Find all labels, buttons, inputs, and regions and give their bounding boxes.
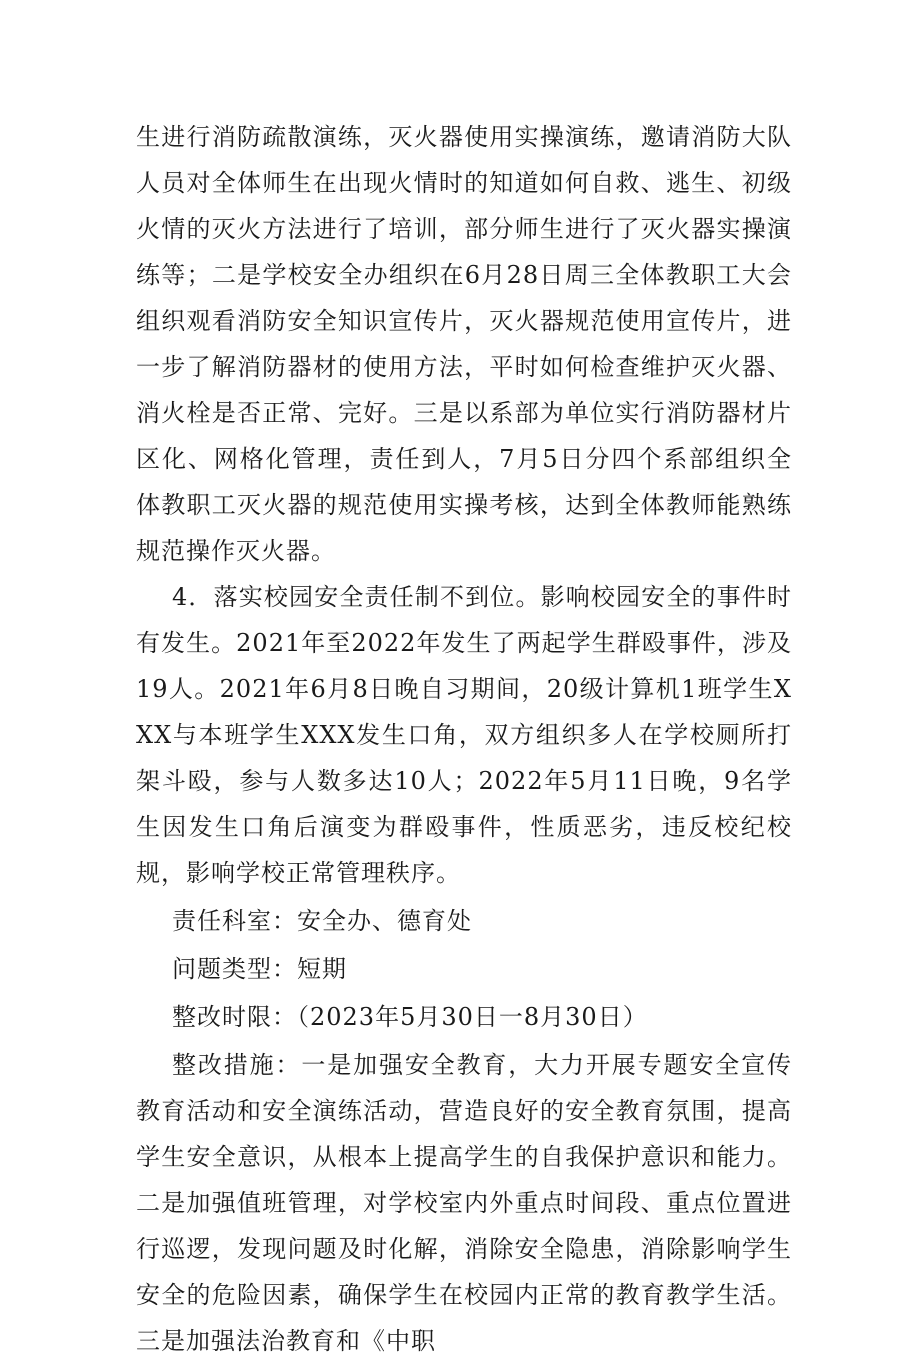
- responsible-department: 责任科室：安全办、德育处: [172, 907, 472, 935]
- document-body: [136, 114, 792, 1364]
- paragraph-item-4-campus-safety: 4．落实校园安全责任制不到位。影响校园安全的事件时有发生。2021年至2022年发生了两起学生群殴事件，涉及19人。2021年6月8日晚自习期间，20级计算机1班学生XXX与本班学生XXX发生口角，双方组织多人在学校厕所打架斗殴，参与人数多达10人；2022年5月11日晚，9名学生因发生口角后演变为群殴事件，性质恶劣，违反校纪校规，影响学校正常管理秩序。: [136, 583, 792, 887]
- rectification-measures: 整改措施：一是加强安全教育，大力开展专题安全宣传教育活动和安全演练活动，营造良好的安全教育氛围，提高学生安全意识，从根本上提高学生的自我保护意识和能力。二是加强值班管理，对学校室内外重点时间段、重点位置进行巡逻，发现问题及时化解，消除安全隐患，消除影响学生安全的危险因素，确保学生在校园内正常的教育教学生活。三是加强法治教育和《中职: [136, 1051, 792, 1355]
- paragraph-fire-safety-continued: 生进行消防疏散演练，灭火器使用实操演练，邀请消防大队人员对全体师生在出现火情时的知道如何自救、逃生、初级火情的灭火方法进行了培训，部分师生进行了灭火器实操演练等；二是学校安全办组织在6月28日周三全体教职工大会组织观看消防安全知识宣传片，灭火器规范使用宣传片，进一步了解消防器材的使用方法，平时如何检查维护灭火器、消火栓是否正常、完好。三是以系部为单位实行消防器材片区化、网格化管理，责任到人，7月5日分四个系部组织全体教职工灭火器的规范使用实操考核，达到全体教师能熟练规范操作灭火器。: [136, 123, 792, 565]
- issue-type: 问题类型：短期: [172, 955, 347, 983]
- rectification-deadline: 整改时限：（2023年5月30日一8月30日）: [172, 1003, 648, 1031]
